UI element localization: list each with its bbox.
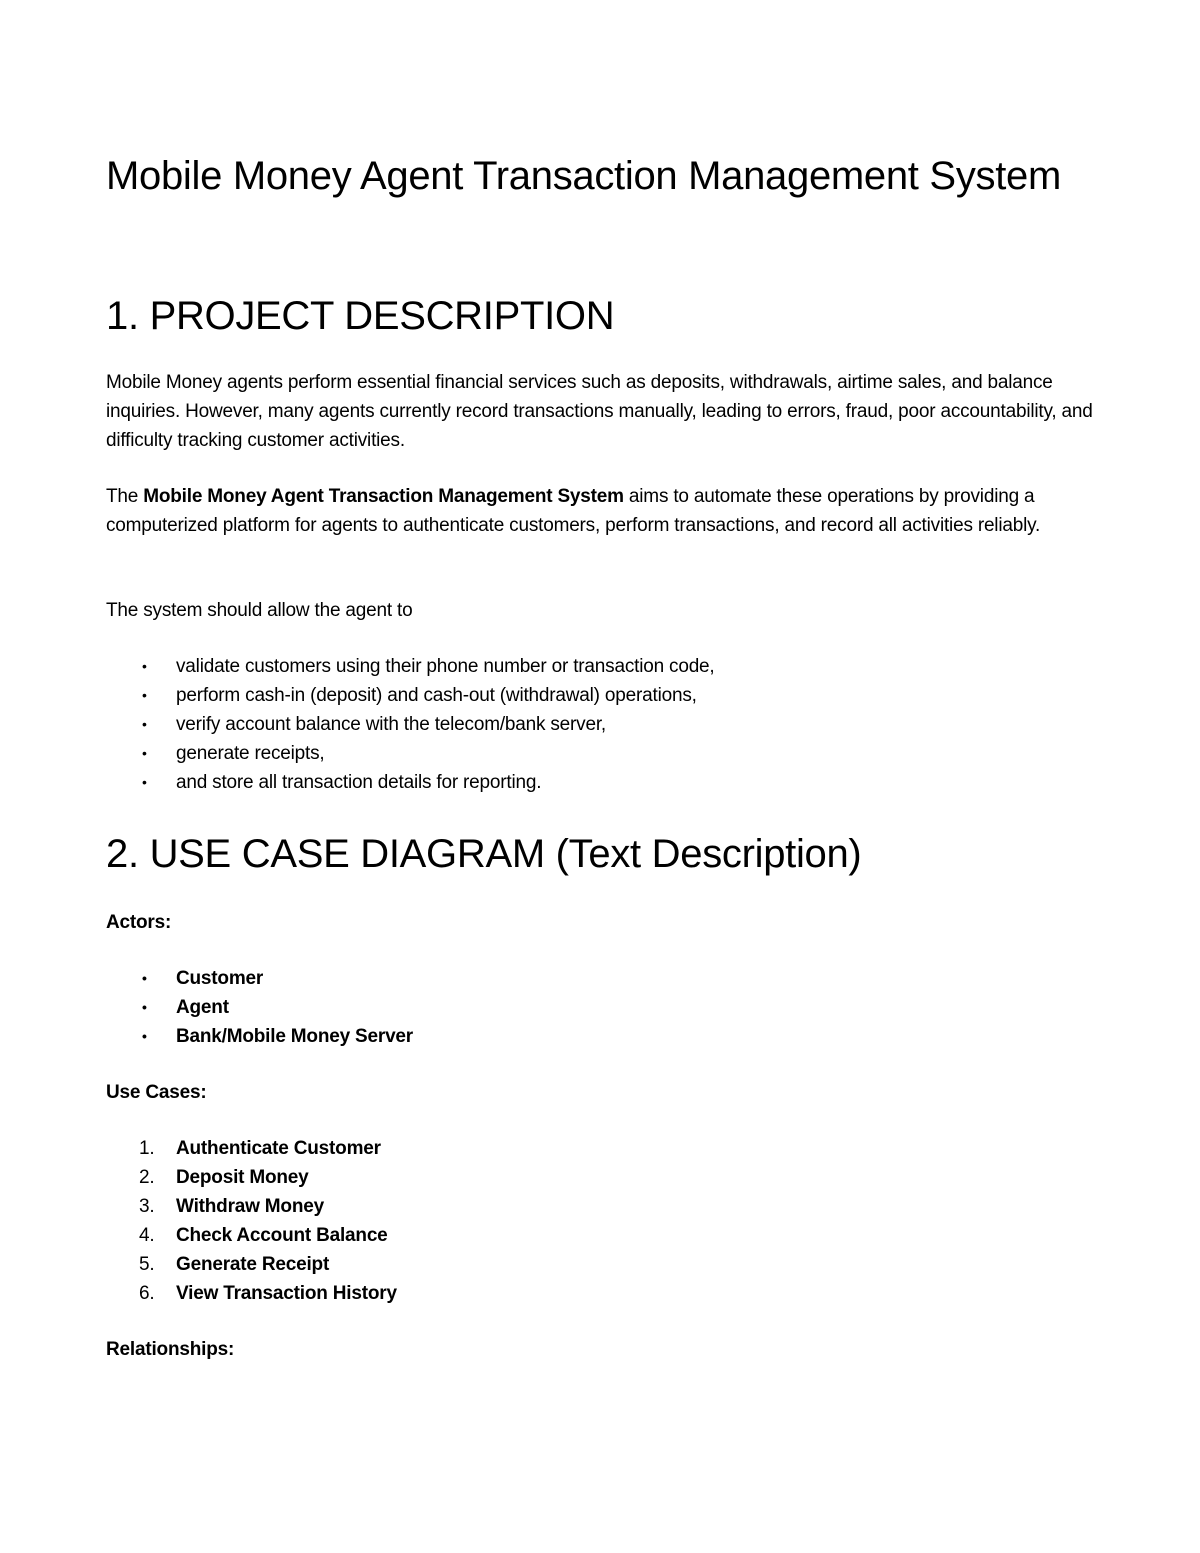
list-number: 5. [139, 1254, 155, 1275]
use-case-name: Generate Receipt [176, 1254, 330, 1275]
section-heading-use-case-diagram: 2. USE CASE DIAGRAM (Text Description) [106, 832, 862, 876]
list-number: 2. [139, 1167, 155, 1188]
list-item-text: verify account balance with the telecom/bank server, [176, 714, 606, 735]
list-number: 1. [139, 1138, 155, 1159]
actors-list [106, 964, 413, 1051]
system-capabilities-list [106, 652, 715, 797]
list-item-text: validate customers using their phone number or transaction code, [176, 656, 715, 677]
list-item [106, 1022, 413, 1051]
section-heading-project-description: 1. PROJECT DESCRIPTION [106, 294, 615, 338]
use-case-name: Withdraw Money [176, 1196, 324, 1217]
list-item [106, 1221, 397, 1250]
list-item [106, 768, 715, 797]
bullet-icon: • [142, 774, 147, 790]
actor-name: Agent [176, 997, 229, 1018]
use-case-name: Check Account Balance [176, 1225, 388, 1246]
system-aim-suffix: aims to automate these operations by providing a computerized platform for agents to authenticate customers, perform transactions, and record all activities reliably. [106, 486, 1041, 536]
list-number: 3. [139, 1196, 155, 1217]
list-number: 6. [139, 1283, 155, 1304]
system-name-bold: Mobile Money Agent Transaction Management System [143, 486, 624, 507]
list-item-text: perform cash-in (deposit) and cash-out (withdrawal) operations, [176, 685, 697, 706]
use-cases-label: Use Cases: [106, 1082, 207, 1103]
bullet-icon: • [142, 658, 147, 674]
list-item [106, 1250, 397, 1279]
list-item [106, 710, 715, 739]
list-item-text: and store all transaction details for reporting. [176, 772, 542, 793]
list-item [106, 739, 715, 768]
list-item [106, 993, 413, 1022]
list-item [106, 1163, 397, 1192]
bullet-icon: • [142, 999, 147, 1015]
system-capabilities-intro: The system should allow the agent to [106, 600, 413, 621]
use-case-name: Authenticate Customer [176, 1138, 381, 1159]
list-item [106, 1134, 397, 1163]
list-item [106, 1279, 397, 1308]
actor-name: Bank/Mobile Money Server [176, 1026, 413, 1047]
bullet-icon: • [142, 1028, 147, 1044]
bullet-icon: • [142, 745, 147, 761]
actors-label: Actors: [106, 912, 172, 933]
system-aim-paragraph [106, 482, 1106, 540]
actor-name: Customer [176, 968, 264, 989]
document-title: Mobile Money Agent Transaction Management System [106, 154, 1061, 198]
list-item [106, 652, 715, 681]
relationships-label: Relationships: [106, 1339, 235, 1360]
bullet-icon: • [142, 716, 147, 732]
list-item [106, 681, 715, 710]
system-aim-prefix: The [106, 486, 144, 507]
project-description-paragraph: Mobile Money agents perform essential financial services such as deposits, withdrawals, airtime sales, and balance inquiries. However, many agents currently record transactions manually, leading to errors, fraud, poor accountability, and difficulty tracking customer activities. [106, 372, 1093, 451]
bullet-icon: • [142, 687, 147, 703]
use-case-name: View Transaction History [176, 1283, 397, 1304]
use-case-name: Deposit Money [176, 1167, 309, 1188]
list-item [106, 1192, 397, 1221]
bullet-icon: • [142, 970, 147, 986]
list-item [106, 964, 413, 993]
use-cases-list [106, 1134, 397, 1308]
list-item-text: generate receipts, [176, 743, 325, 764]
list-number: 4. [139, 1225, 155, 1246]
